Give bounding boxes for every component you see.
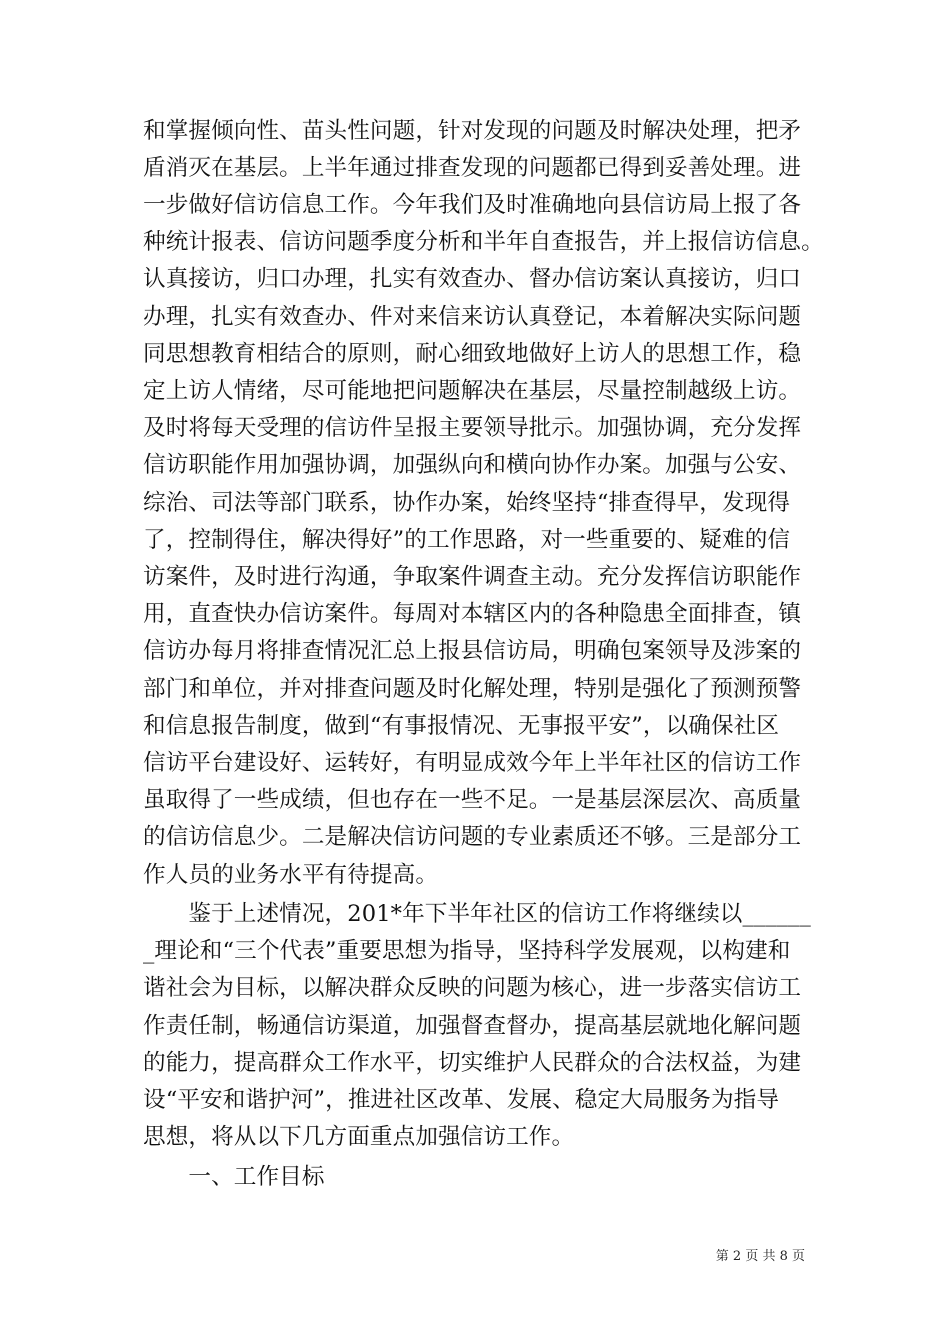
text-line: 同思想教育相结合的原则，耐心细致地做好上访人的思想工作，稳 — [143, 341, 802, 367]
text-line: 综治、司法等部门联系，协作办案，始终坚持“排查得早，发现得 — [143, 490, 791, 516]
text-line: 及时将每天受理的信访件呈报主要领导批示。加强协调，充分发挥 — [143, 415, 802, 441]
text-line: 作责任制，畅通信访渠道，加强督查督办，提高基层就地化解问题 — [143, 1013, 802, 1039]
text-line: 信访办每月将排查情况汇总上报县信访局，明确包案领导及涉案的 — [143, 638, 802, 664]
text-line: 认真接访，归口办理，扎实有效查办、督办信访案认真接访，归口 — [143, 266, 802, 292]
text-line: 和信息报告制度，做到“有事报情况、无事报平安”，以确保社区 — [143, 713, 780, 739]
text-line: 定上访人情绪，尽可能地把问题解决在基层，尽量控制越级上访。 — [143, 378, 802, 404]
text-line: 谐社会为目标，以解决群众反映的问题为核心，进一步落实信访工 — [143, 975, 802, 1001]
text-line: 的能力，提高群众工作水平，切实维护人民群众的合法权益，为建 — [143, 1050, 802, 1076]
text-line: 鉴于上述情况，201*年下半年社区的信访工作将继续以______ — [143, 901, 811, 927]
text-line: 设“平安和谐护河”，推进社区改革、发展、稳定大局服务为指导 — [143, 1087, 780, 1113]
text-line: 盾消灭在基层。上半年通过排查发现的问题都已得到妥善处理。进 — [143, 155, 802, 181]
text-line: 和掌握倾向性、苗头性问题，针对发现的问题及时解决处理，把矛 — [143, 118, 802, 144]
text-line: 办理，扎实有效查办、件对来信来访认真登记，本着解决实际问题 — [143, 304, 802, 330]
text-line: 种统计报表、信访问题季度分析和半年自查报告，并上报信访信息。 — [143, 229, 824, 255]
text-line: 信访职能作用加强协调，加强纵向和横向协作办案。加强与公安、 — [143, 452, 802, 478]
text-line: 一步做好信访信息工作。今年我们及时准确地向县信访局上报了各 — [143, 192, 802, 218]
text-line: 思想，将从以下几方面重点加强信访工作。 — [143, 1124, 575, 1150]
text-line: 用，直查快办信访案件。每周对本辖区内的各种隐患全面排查，镇 — [143, 601, 802, 627]
text-line: 作人员的业务水平有待提高。 — [143, 862, 439, 888]
page-number: 第 2 页 共 8 页 — [715, 1249, 805, 1264]
text-line: 信访平台建设好、运转好，有明显成效今年上半年社区的信访工作 — [143, 750, 802, 776]
text-line: 的信访信息少。二是解决信访问题的专业素质还不够。三是部分工 — [143, 824, 802, 850]
section-heading: 一、工作目标 — [143, 1164, 325, 1190]
text-line: 部门和单位，并对排查问题及时化解处理，特别是强化了预测预警 — [143, 676, 802, 702]
text-line: _理论和“三个代表”重要思想为指导，坚持科学发展观，以构建和 — [143, 938, 791, 964]
text-line: 虽取得了一些成绩，但也存在一些不足。一是基层深层次、高质量 — [143, 787, 802, 813]
text-line: 了，控制得住，解决得好”的工作思路，对一些重要的、疑难的信 — [143, 527, 791, 553]
text-line: 访案件，及时进行沟通，争取案件调查主动。充分发挥信访职能作 — [143, 564, 802, 590]
